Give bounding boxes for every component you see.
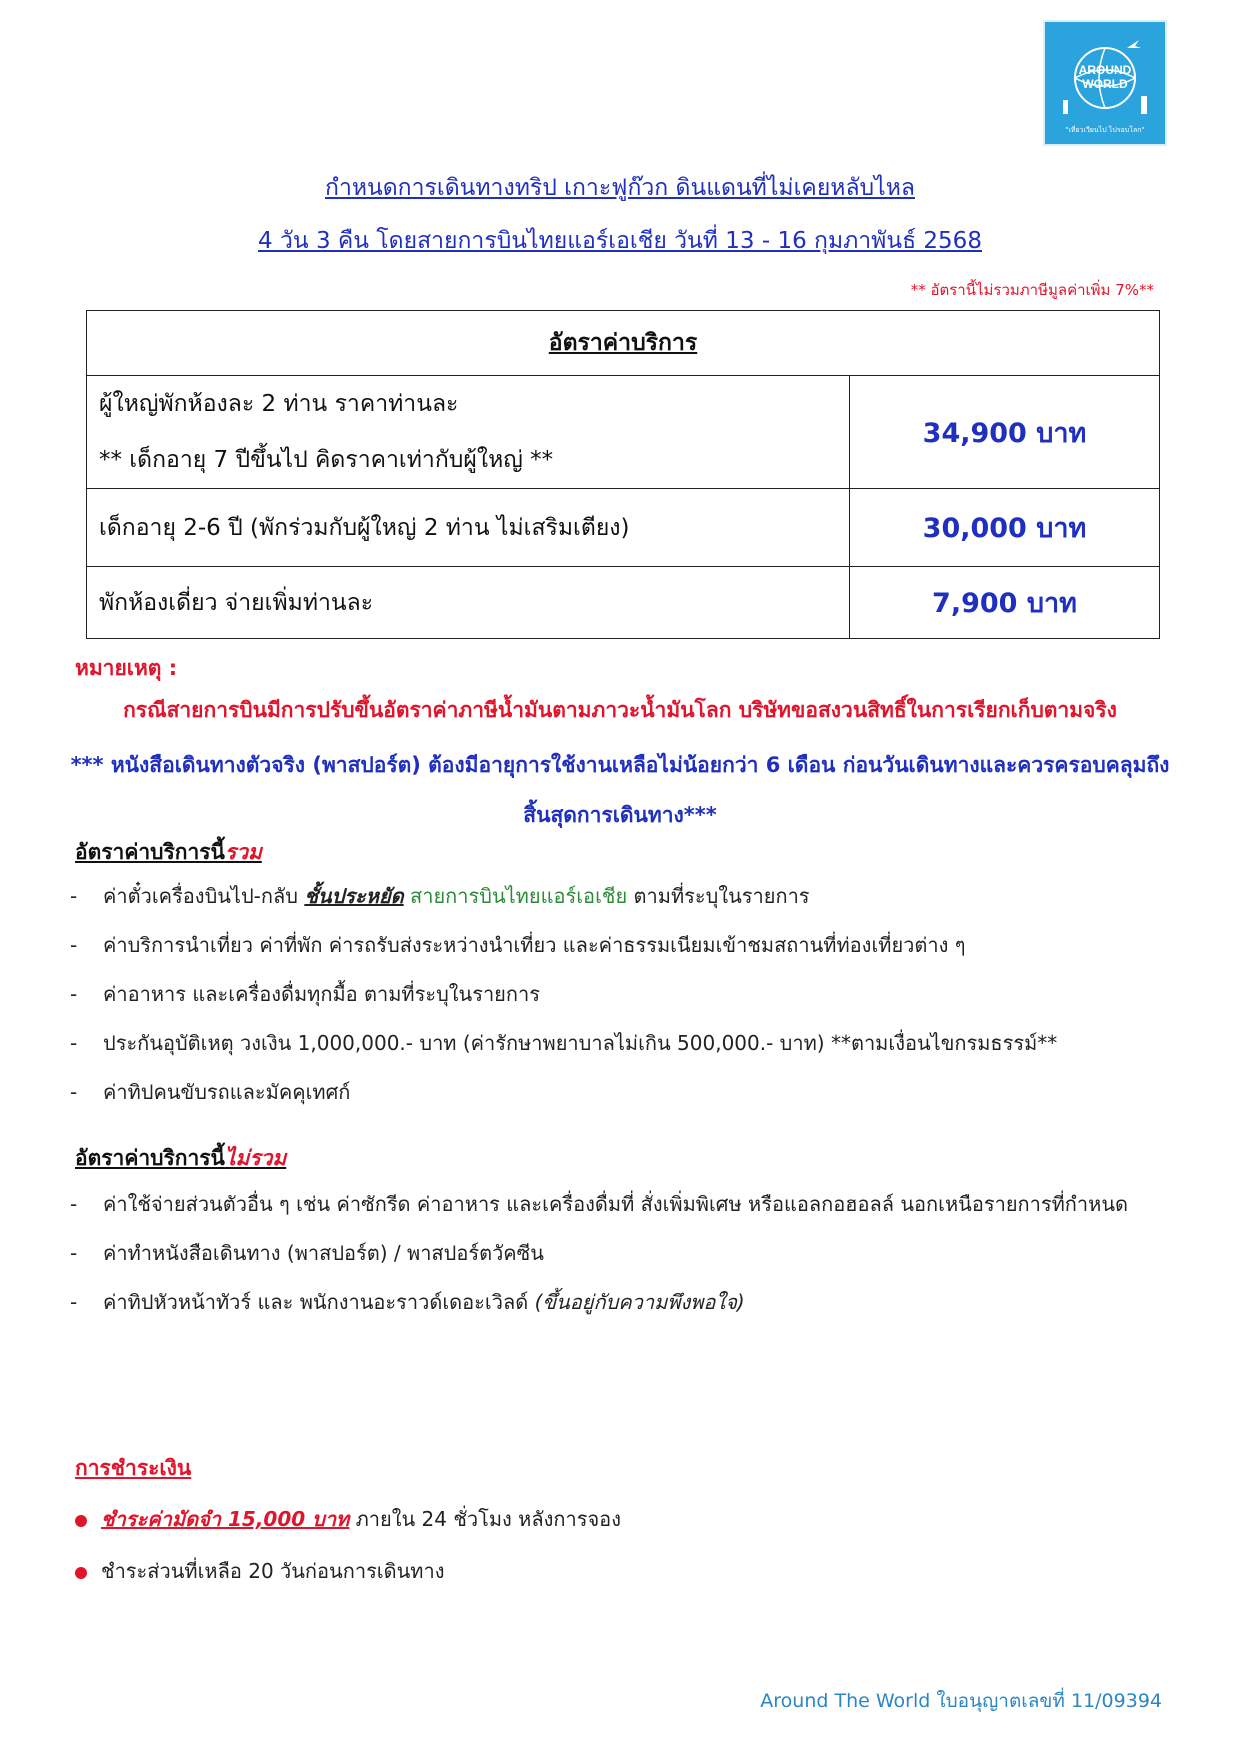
rate-sublabel: ** เด็กอายุ 7 ปีขึ้นไป คิดราคาเท่ากับผู้ใหญ่ ** — [99, 447, 554, 473]
list-item — [70, 921, 1170, 970]
bullet-icon — [75, 1515, 87, 1527]
included-item-text: ค่าบริการนำเที่ยว ค่าที่พัก ค่ารถรับส่งระหว่างนำเที่ยว และค่าธรรมเนียมเข้าชมสถานที่ท่องเที่ยวต่าง ๆ — [103, 933, 966, 957]
excluded-item-text: ค่าใช้จ่ายส่วนตัวอื่น ๆ เช่น ค่าซักรีด ค่าอาหาร และเครื่องดื่มที่ สั่งเพิ่มพิเศษ หรือแอลกอฮอลล์ นอกเหนือรายการที่กำหนด — [103, 1192, 1128, 1216]
remarks-fuel-surcharge: กรณีสายการบินมีการปรับขึ้นอัตราค่าภาษีน้ำมันตามภาวะน้ำมันโลก บริษัทขอสงวนสิทธิ์ในการเรียกเก็บตามจริง — [123, 698, 1117, 722]
rate-label: พักห้องเดี่ยว จ่ายเพิ่มท่านละ — [87, 567, 850, 639]
vat-note: ** อัตรานี้ไม่รวมภาษีมูลค่าเพิ่ม 7%** — [910, 281, 1154, 299]
rate-price-single: 7,900 บาท — [850, 567, 1160, 639]
bullet-icon — [75, 1567, 87, 1579]
rate-label-cell — [87, 376, 850, 489]
list-item — [70, 970, 1170, 1019]
excluded-item-text: ค่าทิปหัวหน้าทัวร์ และ พนักงานอะราวด์เดอะเวิลด์ — [103, 1290, 535, 1314]
list-item — [70, 1068, 1170, 1117]
included-heading — [75, 836, 262, 869]
rate-row-single — [87, 567, 1160, 639]
svg-text:"เที่ยวเวียนไป ไปรอบโลก": "เที่ยวเวียนไป ไปรอบโลก" — [1065, 126, 1145, 134]
list-dash: - — [70, 1031, 78, 1055]
included-item-text: ประกันอุบัติเหตุ วงเงิน 1,000,000.- บาท (ค่ารักษาพยาบาลไม่เกิน 500,000.- บาท) **ตามเงื่อนไขกรมธรรม์** — [103, 1031, 1058, 1055]
included-heading-em: รวม — [224, 840, 262, 864]
rate-row-child — [87, 489, 1160, 567]
list-item — [70, 1019, 1170, 1068]
rates-table — [86, 310, 1160, 639]
rate-row-adult — [87, 376, 1160, 489]
list-item — [70, 1278, 1170, 1327]
payment-deposit-terms: ภายใน 24 ชั่วโมง หลังการจอง — [349, 1507, 621, 1531]
payment-deposit-amount: ชำระค่ามัดจำ 15,000 บาท — [101, 1507, 350, 1531]
svg-text:WORLD: WORLD — [1082, 77, 1128, 91]
excluded-list — [70, 1180, 1170, 1327]
excluded-item-text: ค่าทำหนังสือเดินทาง (พาสปอร์ต) / พาสปอร์ตวัคซีน — [103, 1241, 544, 1265]
payment-deposit — [75, 1503, 621, 1535]
list-item — [70, 1180, 1170, 1229]
list-dash: - — [70, 1192, 78, 1216]
list-dash: - — [70, 1080, 78, 1104]
list-dash: - — [70, 1241, 78, 1265]
trip-subtitle: 4 วัน 3 คืน โดยสายการบินไทยแอร์เอเชีย วันที่ 13 - 16 กุมภาพันธ์ 2568 — [258, 228, 982, 254]
list-item — [70, 872, 1170, 921]
included-airline-text: สายการบินไทยแอร์เอเชีย — [403, 884, 628, 908]
rate-price-child: 30,000 บาท — [850, 489, 1160, 567]
excluded-heading-em: ไม่รวม — [224, 1146, 287, 1170]
trip-title: กำหนดการเดินทางทริป เกาะฟูก๊วก ดินแดนที่ไม่เคยหลับไหล — [325, 175, 915, 201]
list-dash: - — [70, 1290, 78, 1314]
excluded-heading — [75, 1142, 286, 1175]
excluded-heading-text: อัตราค่าบริการนี้ — [75, 1146, 225, 1170]
remarks-passport: *** หนังสือเดินทางตัวจริง (พาสปอร์ต) ต้องมีอายุการใช้งานเหลือไม่น้อยกว่า 6 เดือน ก่อนวันเดินทางและควรครอบคลุมถึงสิ้นสุดการเดินทาง*** — [70, 753, 1170, 827]
svg-text:AROUND: AROUND — [1078, 63, 1132, 77]
included-class-text: ชั้นประหยัด — [304, 884, 404, 908]
rates-header: อัตราค่าบริการ — [87, 311, 1160, 376]
company-logo — [1043, 20, 1167, 146]
list-dash: - — [70, 982, 78, 1006]
list-item — [70, 1229, 1170, 1278]
included-item-text: ค่าตั๋วเครื่องบินไป-กลับ — [103, 884, 305, 908]
payment-balance-text: ชำระส่วนที่เหลือ 20 วันก่อนการเดินทาง — [101, 1559, 445, 1583]
rate-label: ผู้ใหญ่พักห้องละ 2 ท่าน ราคาท่านละ — [99, 391, 459, 417]
payment-balance — [75, 1555, 445, 1587]
rates-header-row — [87, 311, 1160, 376]
payment-heading: การชำระเงิน — [75, 1456, 192, 1480]
list-dash: - — [70, 933, 78, 957]
included-heading-text: อัตราค่าบริการนี้ — [75, 840, 225, 864]
remarks-title: หมายเหตุ : — [75, 656, 178, 680]
included-list — [70, 872, 1170, 1117]
footer-license: Around The World ใบอนุญาตเลขที่ 11/09394 — [760, 1690, 1162, 1712]
list-dash: - — [70, 884, 78, 908]
rate-price-adult: 34,900 บาท — [850, 376, 1160, 489]
excluded-item-note: (ขึ้นอยู่กับความพึงพอใจ) — [534, 1290, 745, 1314]
rate-label: เด็กอายุ 2-6 ปี (พักร่วมกับผู้ใหญ่ 2 ท่าน ไม่เสริมเตียง) — [87, 489, 850, 567]
included-item-text: ค่าอาหาร และเครื่องดื่มทุกมื้อ ตามที่ระบุในรายการ — [103, 982, 540, 1006]
included-item-text: ค่าทิปคนขับรถและมัคคุเทศก์ — [103, 1080, 351, 1104]
included-item-tail: ตามที่ระบุในรายการ — [627, 884, 810, 908]
